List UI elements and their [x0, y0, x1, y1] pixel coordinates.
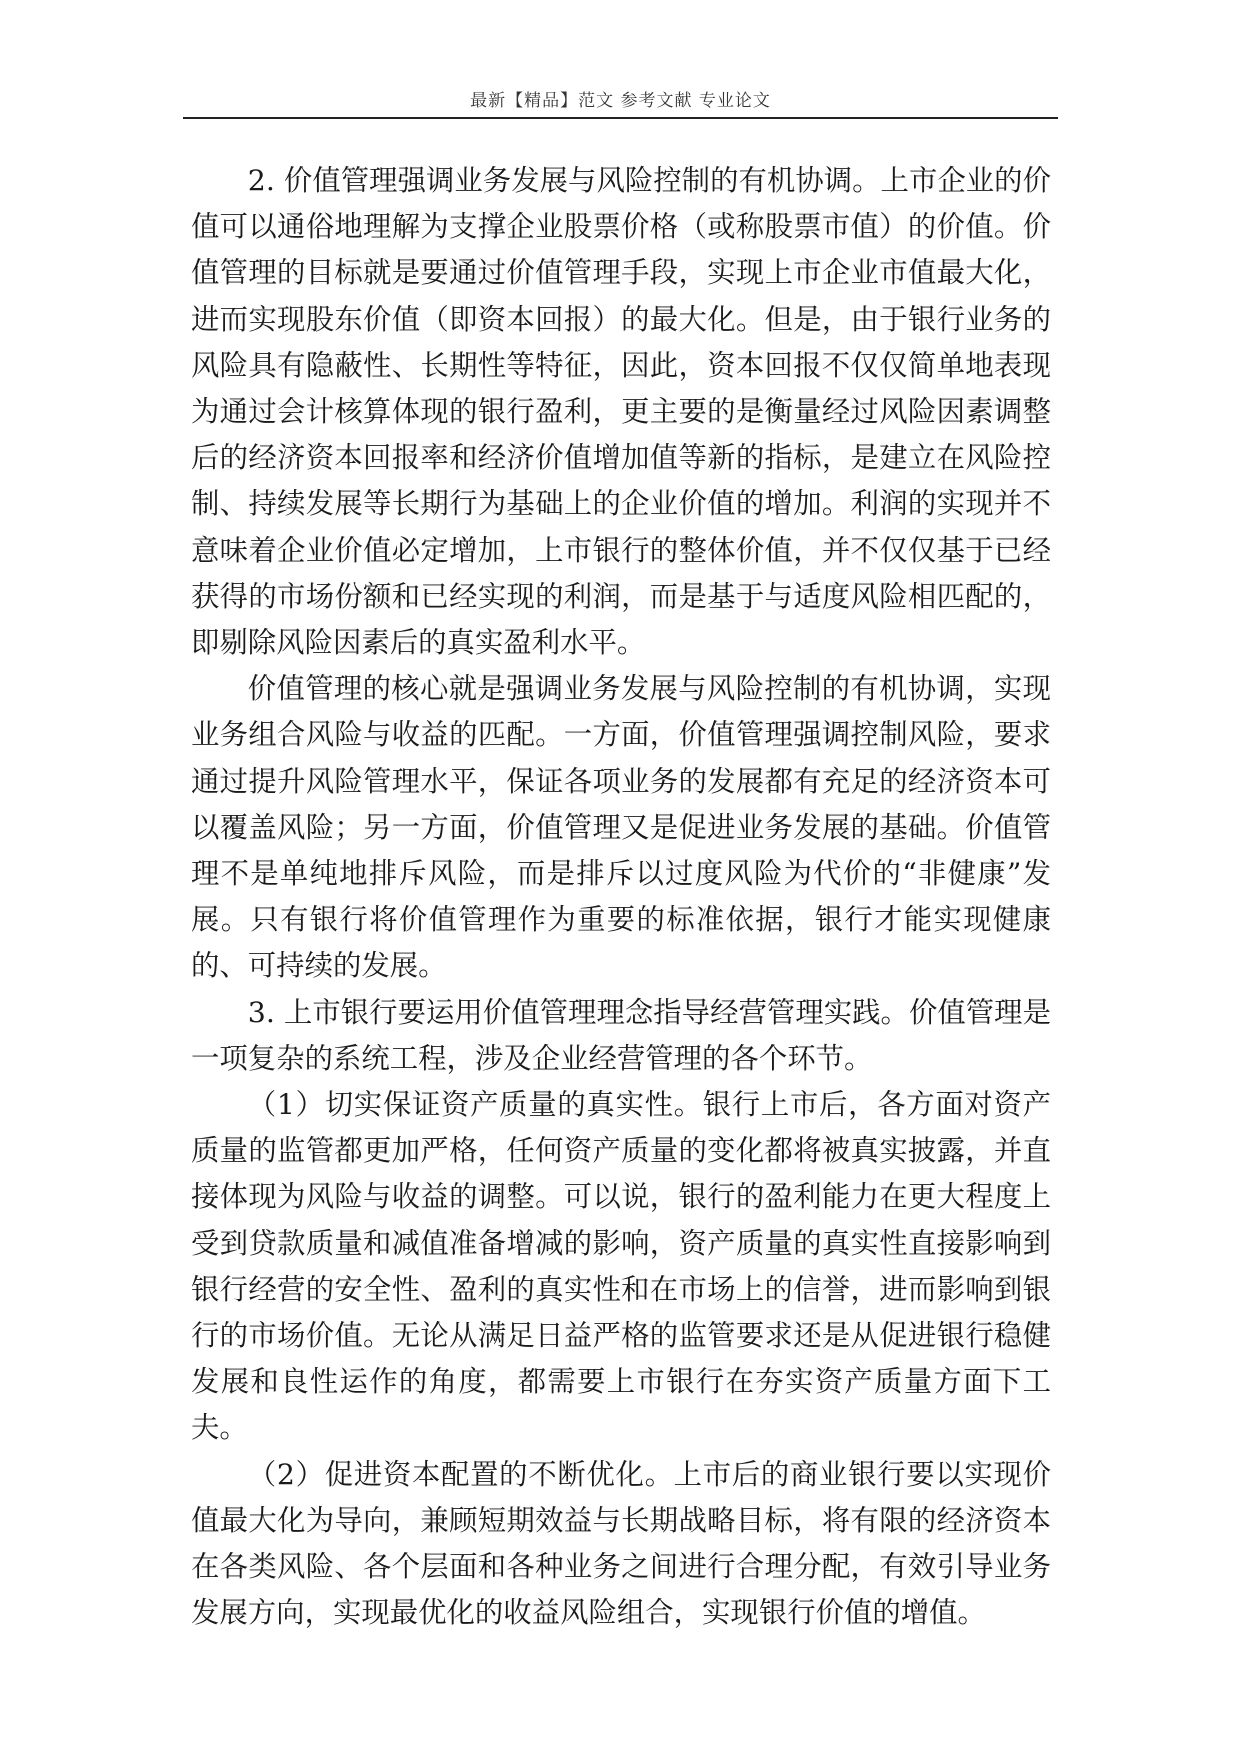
paragraph-capital-allocation: （2）促进资本配置的不断优化。上市后的商业银行要以实现价值最大化为导向，兼顾短期效益与长期战略目标，将有限的经济资本在各类风险、各个层面和各种业务之间进行合理分配，有效引导业务发展方向，实现最优化的收益风险组合，实现银行价值的增值。 — [191, 1457, 1051, 1630]
page-header: 最新【精品】范文 参考文献 专业论文 — [470, 91, 771, 111]
paragraph-value-management-coordination: 2. 价值管理强调业务发展与风险控制的有机协调。上市企业的价值可以通俗地理解为支撑企业股票价格（或称股票市值）的价值。价值管理的目标就是要通过价值管理手段，实现上市企业市值最大化，进而实现股东价值（即资本回报）的最大化。但是，由于银行业务的风险具有隐蔽性、长期性等特征，因此，资本回报不仅仅简单地表现为通过会计核算体现的银行盈利，更主要的是衡量经过风险因素调整后的经济资本回报率和经济价值增加值等新的指标，是建立在风险控制、持续发展等长期行为基础上的企业价值的增加。利润的实现并不意味着企业价值必定增加，上市银行的整体价值，并不仅仅基于已经获得的市场份额和已经实现的利润，而是基于与适度风险相匹配的，即剔除风险因素后的真实盈利水平。 — [191, 164, 1051, 660]
paragraph-asset-quality: （1）切实保证资产质量的真实性。银行上市后，各方面对资产质量的监管都更加严格，任何资产质量的变化都将被真实披露，并直接体现为风险与收益的调整。可以说，银行的盈利能力在更大程度上受到贷款质量和减值准备增减的影响，资产质量的真实性直接影响到银行经营的安全性、盈利的真实性和在市场上的信誉，进而影响到银行的市场价值。无论从满足日益严格的监管要求还是从促进银行稳健发展和良性运作的角度，都需要上市银行在夯实资产质量方面下工夫。 — [191, 1088, 1051, 1445]
header-divider — [183, 117, 1058, 119]
paragraph-apply-value-management: 3. 上市银行要运用价值管理理念指导经营管理实践。价值管理是一项复杂的系统工程，涉及企业经营管理的各个环节。 — [191, 995, 1051, 1075]
document-body — [191, 158, 1051, 1637]
paragraph-value-management-core: 价值管理的核心就是强调业务发展与风险控制的有机协调，实现业务组合风险与收益的匹配。一方面，价值管理强调控制风险，要求通过提升风险管理水平，保证各项业务的发展都有充足的经济资本可以覆盖风险；另一方面，价值管理又是促进业务发展的基础。价值管理不是单纯地排斥风险，而是排斥以过度风险为代价的“非健康”发展。只有银行将价值管理作为重要的标准依据，银行才能实现健康的、可持续的发展。 — [191, 672, 1051, 983]
